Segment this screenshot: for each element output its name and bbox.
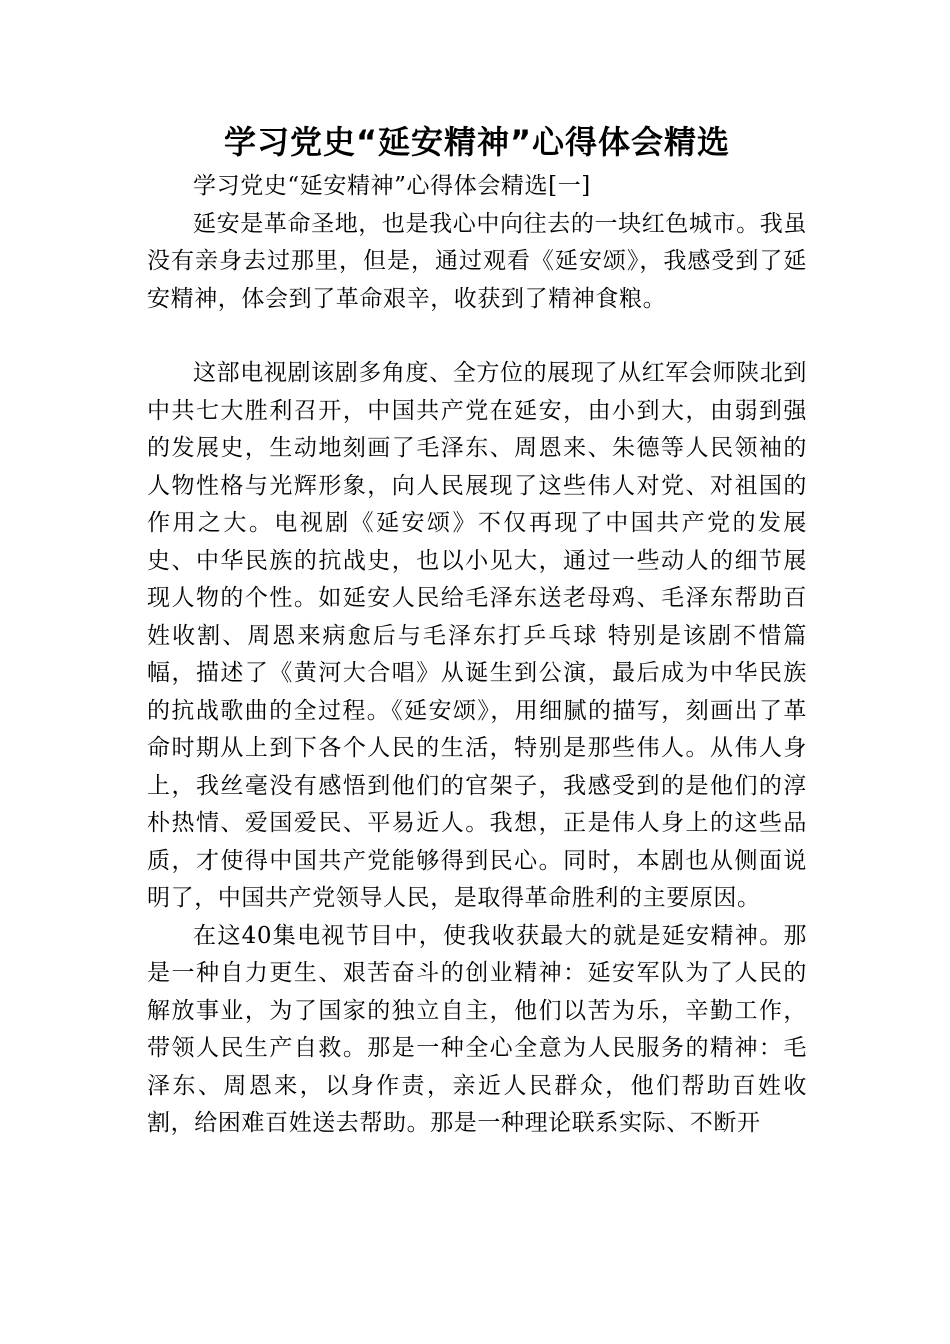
document-title: 学习党史“延安精神”心得体会精选 [223, 123, 731, 161]
paragraph-3: 在这40集电视节目中，使我收获最大的就是延安精神。那是一种自力更生、艰苦奋斗的创业精神：延安军队为了人民的解放事业，为了国家的独立自主，他们以苦为乐，辛勤工作，带领人民生产自救。那是一种全心全意为人民服务的精神：毛泽东、周恩来，以身作责，亲近人民群众，他们帮助百姓收割，给困难百姓送去帮助。那是一种理论联系实际、不断开 [147, 922, 807, 1136]
document-page [147, 118, 807, 1143]
section-subtitle: 学习党史“延安精神”心得体会精选[一] [193, 173, 591, 199]
paragraph-1: 延安是革命圣地，也是我心中向往去的一块红色城市。我虽没有亲身去过那里，但是，通过观看《延安颂》，我感受到了延安精神，体会到了革命艰辛，收获到了精神食粮。 [147, 210, 807, 312]
paragraph-2: 这部电视剧该剧多角度、全方位的展现了从红军会师陕北到中共七大胜利召开，中国共产党在延安，由小到大，由弱到强的发展史，生动地刻画了毛泽东、周恩来、朱德等人民领袖的人物性格与光辉形象，向人民展现了这些伟人对党、对祖国的作用之大。电视剧《延安颂》不仅再现了中国共产党的发展史、中华民族的抗战史，也以小见大，通过一些动人的细节展现人物的个性。如延安人民给毛泽东送老母鸡、毛泽东帮助百姓收割、周恩来病愈后与毛泽东打乒乓球 特别是该剧不惜篇幅，描述了《黄河大合唱》从诞生到公演，最后成为中华民族的抗战歌曲的全过程。《延安颂》，用细腻的描写，刻画出了革命时期从上到下各个人民的生活，特别是那些伟人。从伟人身上，我丝毫没有感悟到他们的官架子，我感受到的是他们的淳朴热情、爱国爱民、平易近人。我想，正是伟人身上的这些品质，才使得中国共产党能够得到民心。同时，本剧也从侧面说明了，中国共产党领导人民，是取得革命胜利的主要原因。 [147, 360, 807, 911]
